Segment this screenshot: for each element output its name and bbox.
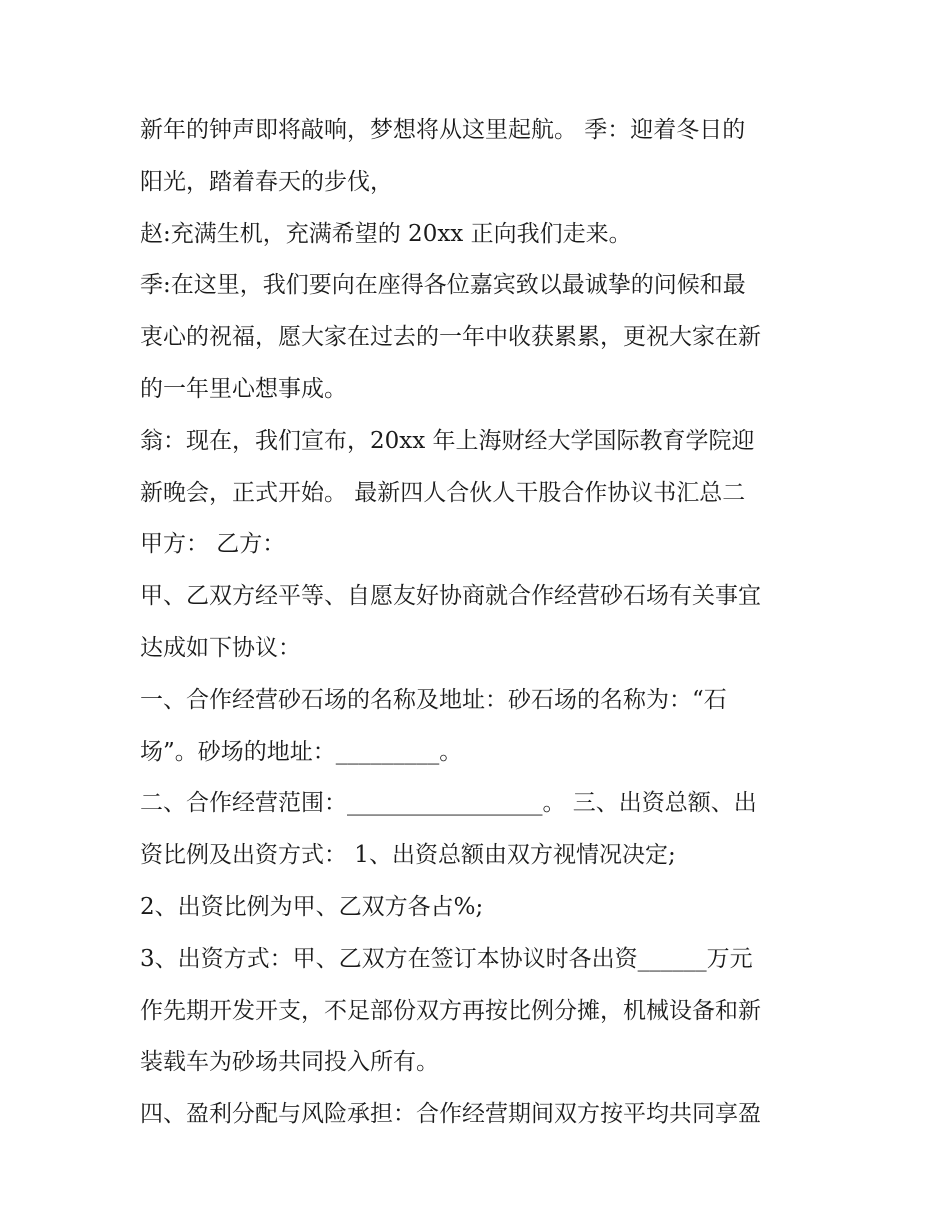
text-line: 3、出资方式：甲、乙双方在签订本协议时各出资______万元: [140, 945, 753, 972]
text-line: 衷心的祝福，愿大家在过去的一年中收获累累，更祝大家在新: [140, 324, 761, 351]
text-line: 达成如下协议：: [140, 634, 301, 661]
text-line: 的一年里心想事成。: [140, 375, 347, 402]
text-line: 2、出资比例为甲、乙双方各占%;: [140, 893, 484, 920]
text-line: 翁：现在，我们宣布，20xx 年上海财经大学国际教育学院迎: [140, 427, 755, 454]
text-line: 装载车为砂场共同投入所有。: [140, 1049, 439, 1076]
text-line: 甲、乙双方经平等、自愿友好协商就合作经营砂石场有关事宜: [140, 583, 761, 610]
text-line: 阳光，踏着春天的步伐，: [140, 168, 393, 195]
text-line: 四、盈利分配与风险承担：合作经营期间双方按平均共同享盈: [140, 1101, 761, 1128]
text-line: 新年的钟声即将敲响，梦想将从这里起航。 季：迎着冬日的: [140, 117, 746, 143]
document-body: [140, 108, 820, 1144]
text-line: 甲方： 乙方：: [140, 531, 286, 558]
text-line: 新晚会，正式开始。 最新四人合伙人干股合作协议书汇总二: [140, 479, 746, 506]
text-line: 季:在这里，我们要向在座得各位嘉宾致以最诚挚的问候和最: [140, 272, 746, 299]
text-line: 资比例及出资方式： 1、出资总额由双方视情况决定;: [140, 842, 676, 869]
text-line: 作先期开发开支，不足部份双方再按比例分摊，机械设备和新: [140, 997, 761, 1024]
text-line: 一、合作经营砂石场的名称及地址：砂石场的名称为：“石: [140, 686, 727, 713]
text-line: 二、合作经营范围：_________________。 三、出资总额、出: [140, 790, 757, 817]
text-line: 赵:充满生机，充满希望的 20xx 正向我们走来。: [140, 220, 632, 247]
text-line: 场”。砂场的地址：_________。: [140, 738, 463, 765]
